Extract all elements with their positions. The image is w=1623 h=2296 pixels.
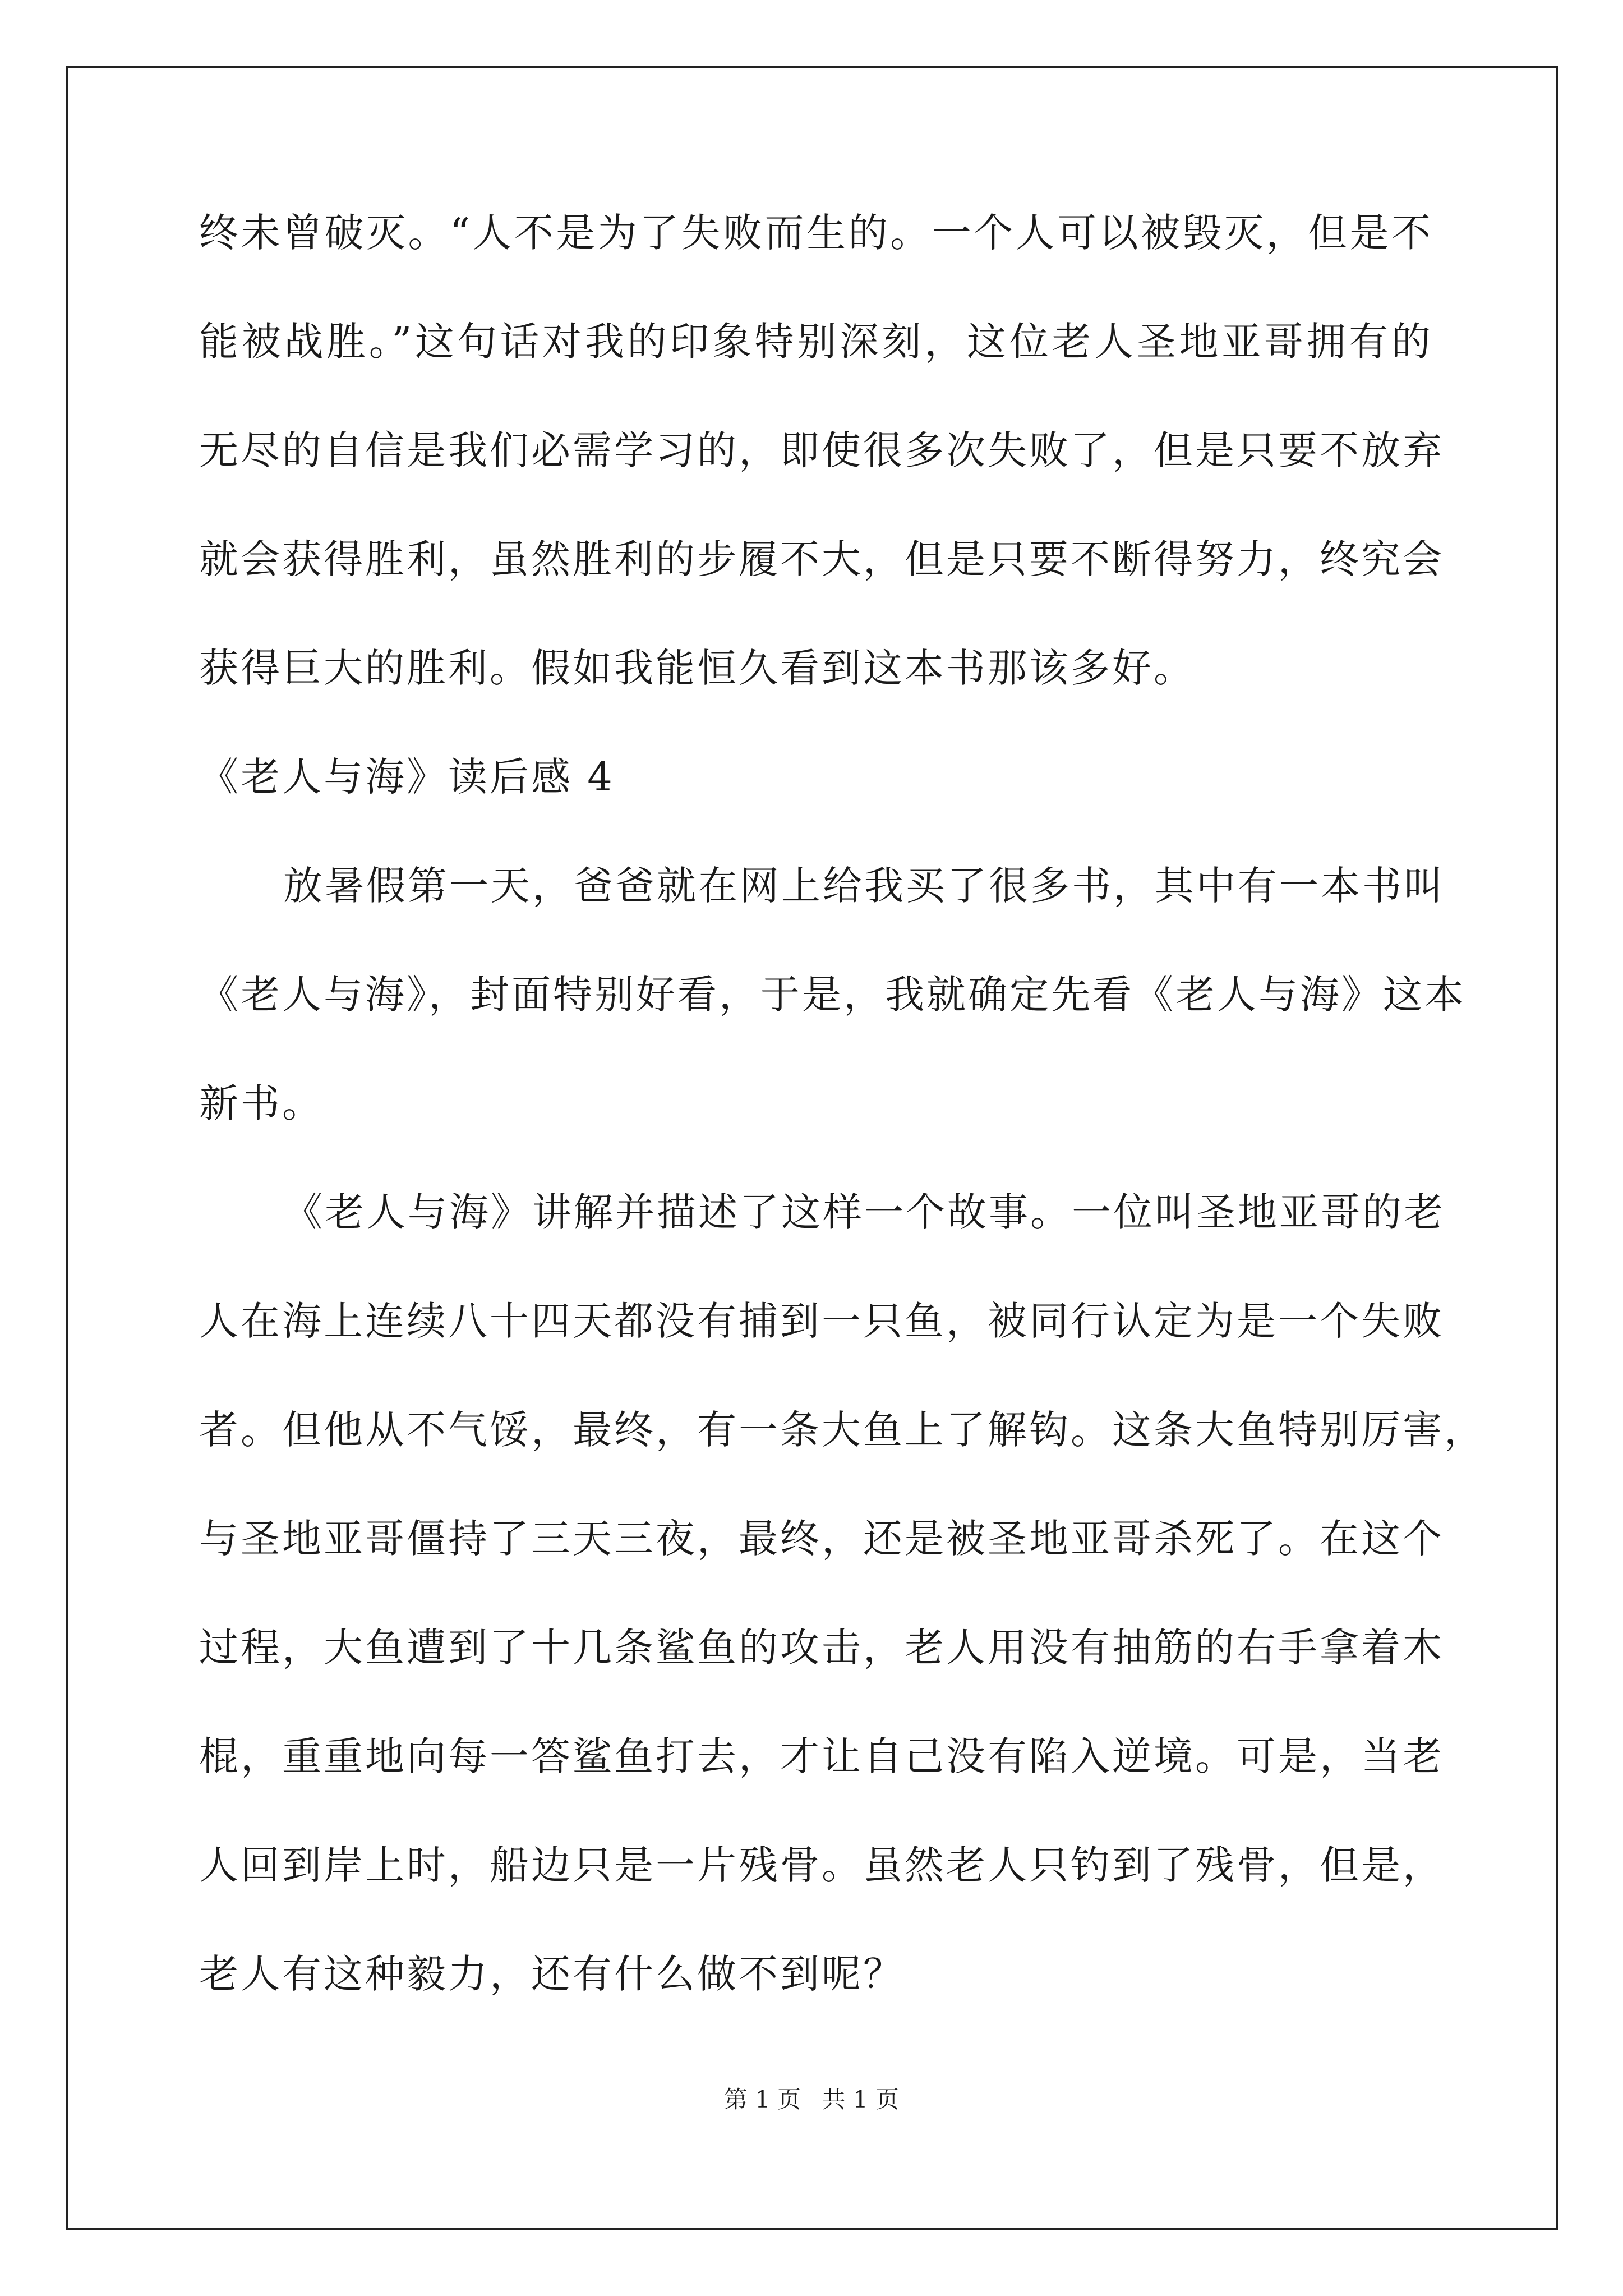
page-total: 共 1 页 — [822, 2086, 900, 2113]
text-line: 人回到岸上时，船边只是一片残骨。虽然老人只钓到了残骨，但是， — [199, 1842, 1444, 1888]
text-line: 者。但他从不气馁，最终，有一条大鱼上了解钩。这条大鱼特别厉害， — [199, 1407, 1486, 1453]
text-line: 能被战胜。”这句话对我的印象特别深刻，这位老人圣地亚哥拥有的 — [199, 319, 1433, 365]
text-line: 就会获得胜利，虽然胜利的步履不大，但是只要不断得努力，终究会 — [199, 536, 1444, 582]
text-line: 《老人与海》讲解并描述了这样一个故事。一位叫圣地亚哥的老 — [283, 1189, 1445, 1235]
text-line: 放暑假第一天，爸爸就在网上给我买了很多书，其中有一本书叫 — [283, 863, 1445, 909]
text-line: 人在海上连续八十四天都没有捕到一只鱼，被同行认定为是一个失败 — [199, 1298, 1444, 1344]
text-line: 获得巨大的胜利。假如我能恒久看到这本书那该多好。 — [199, 645, 1195, 691]
text-line: 老人有这种毅力，还有什么做不到呢？ — [199, 1951, 905, 1997]
text-line: 过程，大鱼遭到了十几条鲨鱼的攻击，老人用没有抽筋的右手拿着木 — [199, 1625, 1444, 1671]
text-line: 终未曾破灭。“人不是为了失败而生的。一个人可以被毁灭，但是不 — [199, 210, 1433, 256]
text-line: 《老人与海》，封面特别好看，于是，我就确定先看《老人与海》这本 — [199, 972, 1466, 1018]
text-line: 棍，重重地向每一答鲨鱼打去，才让自己没有陷入逆境。可是，当老 — [199, 1733, 1444, 1779]
text-line: 与圣地亚哥僵持了三天三夜，最终，还是被圣地亚哥杀死了。在这个 — [199, 1516, 1444, 1562]
section-heading: 《老人与海》读后感 4 — [199, 754, 615, 800]
document-body — [199, 210, 1486, 2063]
text-line: 无尽的自信是我们必需学习的，即使很多次失败了，但是只要不放弃 — [199, 427, 1444, 473]
page-footer — [0, 2088, 1623, 2111]
text-line: 新书。 — [199, 1080, 324, 1126]
page-number: 第 1 页 — [723, 2086, 801, 2113]
